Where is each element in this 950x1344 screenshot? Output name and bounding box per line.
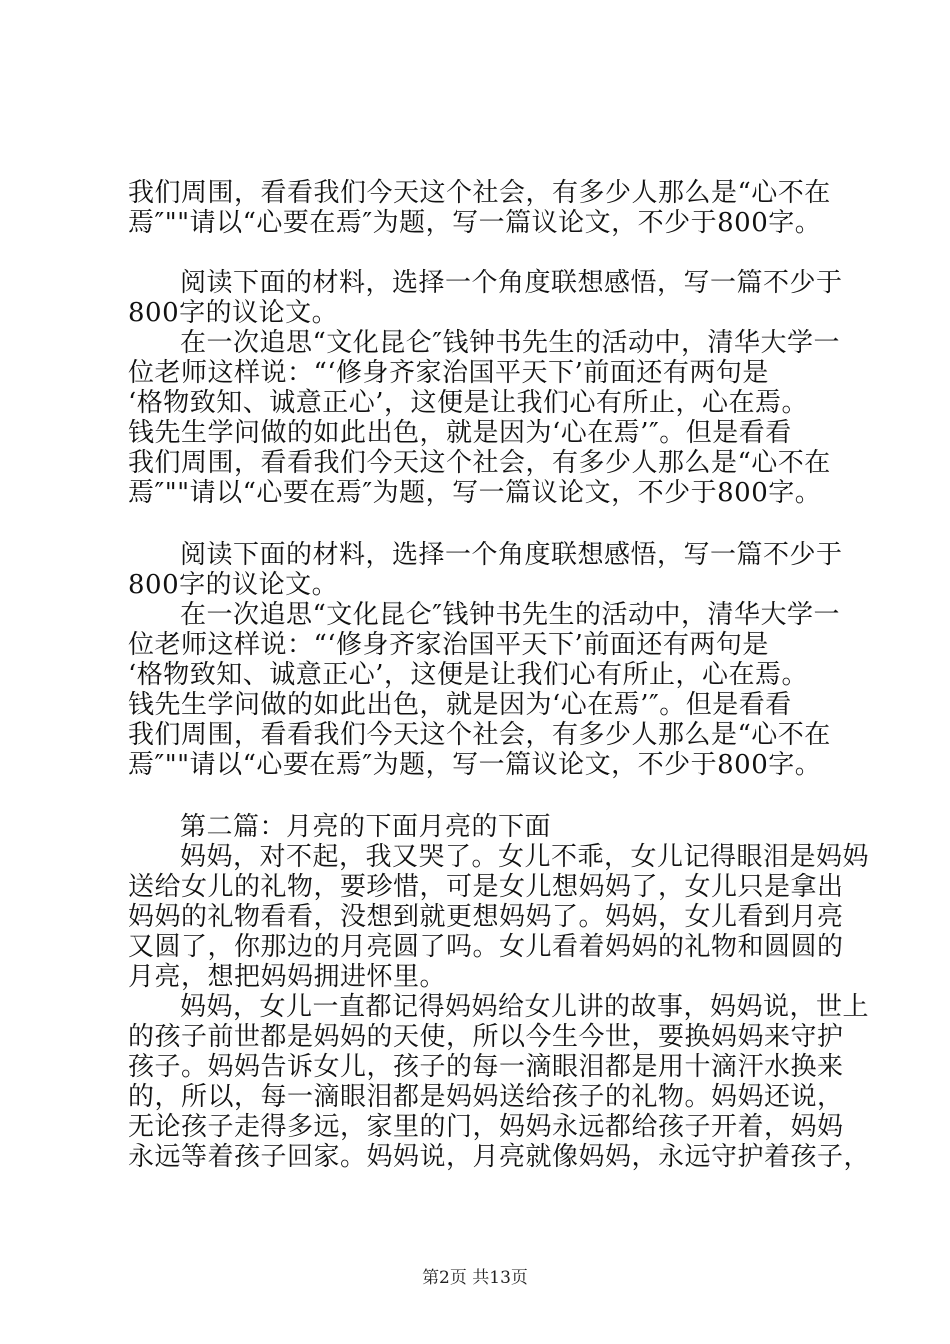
text-line: 我们周围，看看我们今天这个社会，有多少人那么是“心不在: [128, 448, 831, 478]
text-line: 孩子。妈妈告诉女儿，孩子的每一滴眼泪都是用十滴汗水换来: [128, 1052, 844, 1082]
text-line: 焉″""请以“心要在焉″为题，写一篇议论文，不少于800字。: [128, 750, 822, 780]
paragraph-first-line: 阅读下面的材料，选择一个角度联想感悟，写一篇不少于: [180, 540, 843, 570]
paragraph-first-line: 在一次追思“文化昆仑″钱钟书先生的活动中，清华大学一: [180, 600, 841, 630]
paragraph-first-line: 阅读下面的材料，选择一个角度联想感悟，写一篇不少于: [180, 268, 843, 298]
paragraph-first-line: 妈妈，对不起，我又哭了。女儿不乖，女儿记得眼泪是妈妈: [180, 842, 870, 872]
text-line: 钱先生学问做的如此出色，就是因为‘心在焉’″。但是看看: [128, 690, 792, 720]
text-line: 焉″""请以“心要在焉″为题，写一篇议论文，不少于800字。: [128, 478, 822, 508]
text-line: 永远等着孩子回家。妈妈说，月亮就像妈妈，永远守护着孩子，: [128, 1142, 871, 1172]
paragraph-first-line: 妈妈，女儿一直都记得妈妈给女儿讲的故事，妈妈说，世上: [180, 992, 870, 1022]
text-line: 又圆了，你那边的月亮圆了吗。女儿看着妈妈的礼物和圆圆的: [128, 932, 844, 962]
paragraph-first-line: 在一次追思“文化昆仑″钱钟书先生的活动中，清华大学一: [180, 328, 841, 358]
text-line: 无论孩子走得多远，家里的门，妈妈永远都给孩子开着，妈妈: [128, 1112, 844, 1142]
text-line: 送给女儿的礼物，要珍惜，可是女儿想妈妈了，女儿只是拿出: [128, 872, 844, 902]
text-line: ‘格物致知、诚意正心’，这便是让我们心有所止，心在焉。: [128, 660, 809, 690]
text-line: 钱先生学问做的如此出色，就是因为‘心在焉’″。但是看看: [128, 418, 792, 448]
text-line: 妈妈的礼物看看，没想到就更想妈妈了。妈妈，女儿看到月亮: [128, 902, 844, 932]
text-line: 的，所以，每一滴眼泪都是妈妈送给孩子的礼物。妈妈还说，: [128, 1082, 844, 1112]
text-line: 月亮，想把妈妈拥进怀里。: [128, 962, 447, 992]
text-line: 的孩子前世都是妈妈的天使，所以今生今世，要换妈妈来守护: [128, 1022, 844, 1052]
text-line: 800字的议论文。: [128, 298, 339, 328]
text-line: ‘格物致知、诚意正心’，这便是让我们心有所止，心在焉。: [128, 388, 809, 418]
page-number-footer: 第2页 共13页: [422, 1268, 528, 1288]
text-line: 我们周围，看看我们今天这个社会，有多少人那么是“心不在: [128, 720, 831, 750]
text-line: 位老师这样说：“‘修身齐家治国平天下’前面还有两句是: [128, 630, 769, 660]
text-line: 800字的议论文。: [128, 570, 339, 600]
text-line: 位老师这样说：“‘修身齐家治国平天下’前面还有两句是: [128, 358, 769, 388]
section-heading: 第二篇：月亮的下面月亮的下面: [180, 812, 552, 842]
text-line: 焉″""请以“心要在焉″为题，写一篇议论文，不少于800字。: [128, 208, 822, 238]
text-line: 我们周围，看看我们今天这个社会，有多少人那么是“心不在: [128, 178, 831, 208]
